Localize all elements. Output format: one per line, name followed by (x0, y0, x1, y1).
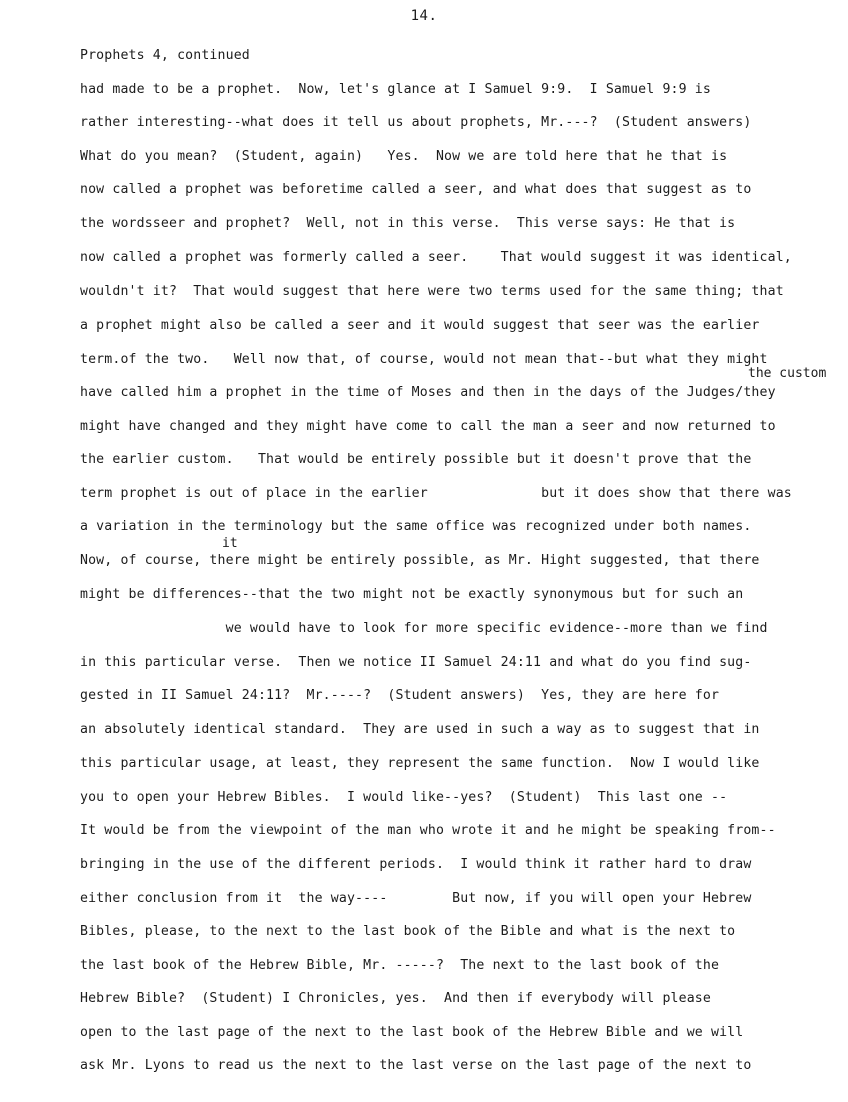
text-line-26: Bibles, please, to the next to the last book of the Bible and what is the next to (80, 924, 736, 939)
text-line-1: had made to be a prophet. Now, let's glance at I Samuel 9:9. I Samuel 9:9 is (80, 82, 711, 97)
text-line-5: the wordsseer and prophet? Well, not in this verse. This verse says: He that is (80, 216, 736, 231)
page-number: 14. (410, 8, 438, 24)
text-line-18: in this particular verse. Then we notice II Samuel 24:11 and what do you find sug- (80, 655, 752, 670)
text-line-29: open to the last page of the next to the last book of the Hebrew Bible and we will (80, 1025, 744, 1040)
text-line-20: an absolutely identical standard. They are used in such a way as to suggest that in (80, 722, 760, 737)
text-line-3: What do you mean? (Student, again) Yes. Now we are told here that he that is (80, 149, 728, 164)
text-line-11: might have changed and they might have come to call the man a seer and now returned to (80, 419, 776, 434)
text-line-13: term prophet is out of place in the earlier but it does show that there was (80, 486, 792, 501)
text-line-30: ask Mr. Lyons to read us the next to the last verse on the last page of the next to (80, 1058, 752, 1073)
text-line-28: Hebrew Bible? (Student) I Chronicles, yes. And then if everybody will please (80, 991, 711, 1006)
text-line-19: gested in II Samuel 24:11? Mr.----? (Student answers) Yes, they are here for (80, 688, 720, 703)
text-line-16: might be differences--that the two might not be exactly synonymous but for such an (80, 587, 744, 602)
text-line-21: this particular usage, at least, they represent the same function. Now I would like (80, 756, 760, 771)
text-line-15: Now, of course, there might be entirely possible, as Mr. Hight suggested, that there (80, 553, 760, 568)
text-line-8: a prophet might also be called a seer and it would suggest that seer was the earlier (80, 318, 760, 333)
text-line-22: you to open your Hebrew Bibles. I would like--yes? (Student) This last one -- (80, 790, 728, 805)
text-line-17: we would have to look for more specific evidence--more than we find (80, 621, 768, 636)
text-line-23: It would be from the viewpoint of the man who wrote it and he might be speaking from-- (80, 823, 776, 838)
typed-insertion-the-custom: the custom (748, 366, 827, 381)
text-line-27: the last book of the Hebrew Bible, Mr. -----? The next to the last book of the (80, 958, 720, 973)
text-line-14: a variation in the terminology but the same office was recognized under both names. (80, 519, 752, 534)
text-line-12: the earlier custom. That would be entirely possible but it doesn't prove that the (80, 452, 752, 467)
section-header: Prophets 4, continued (80, 48, 250, 63)
text-line-10: have called him a prophet in the time of Moses and then in the days of the Judges/they (80, 385, 776, 400)
text-line-25: either conclusion from it the way---- But now, if you will open your Hebrew (80, 891, 752, 906)
text-line-7: wouldn't it? That would suggest that here were two terms used for the same thing; that (80, 284, 784, 299)
text-line-4: now called a prophet was beforetime called a seer, and what does that suggest as to (80, 182, 752, 197)
text-line-2: rather interesting--what does it tell us about prophets, Mr.---? (Student answers) (80, 115, 752, 130)
typed-insertion-it: it (222, 536, 238, 551)
text-line-24: bringing in the use of the different periods. I would think it rather hard to draw (80, 857, 752, 872)
text-line-9: term.of the two. Well now that, of course, would not mean that--but what they might (80, 352, 768, 367)
text-line-6: now called a prophet was formerly called a seer. That would suggest it was identical, (80, 250, 792, 265)
